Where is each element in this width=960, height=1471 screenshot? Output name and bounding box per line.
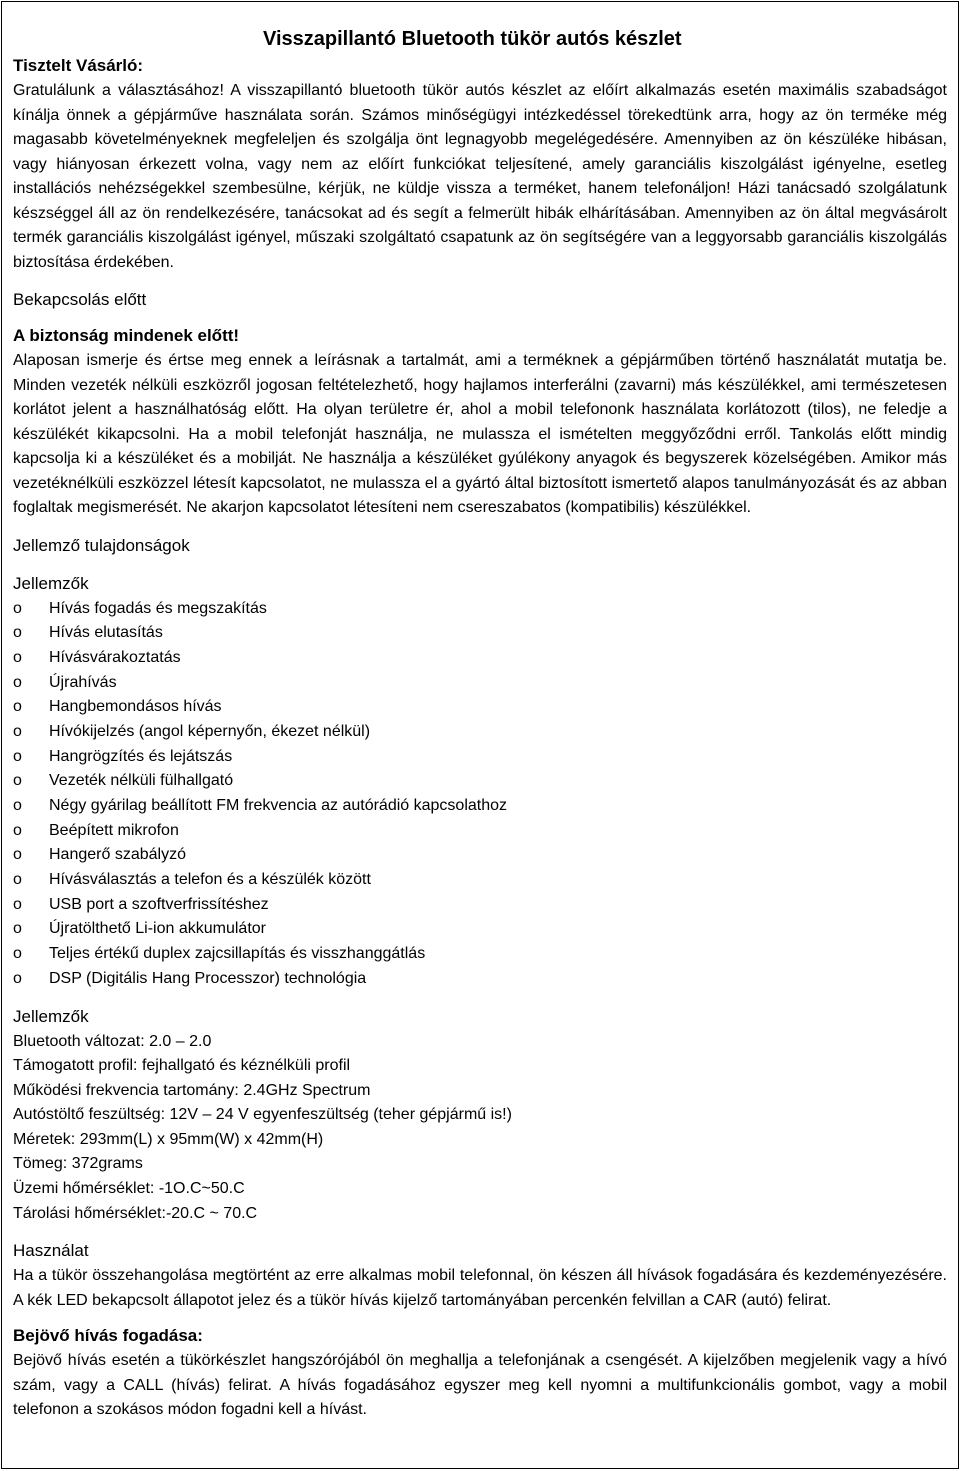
feature-text: Hangrögzítés és lejátszás [49, 747, 233, 765]
feature-item [13, 843, 947, 868]
greeting: Tisztelt Vásárló: [13, 56, 144, 75]
bullet-marker: o [13, 772, 22, 790]
bullet-marker: o [13, 797, 22, 814]
bullet-marker: o [13, 895, 22, 913]
spec-line: Tömeg: 372grams [13, 1155, 143, 1173]
feature-text: Beépített mikrofon [49, 821, 179, 839]
feature-text: Hívásválasztás a telefon és a készülék között [49, 871, 371, 889]
feature-text: Hívás elutasítás [49, 624, 163, 642]
feature-text: Hívás fogadás és megszakítás [49, 599, 267, 617]
spec-line: Tárolási hőmérséklet:-20.C ~ 70.C [13, 1204, 258, 1222]
bullet-marker: o [13, 698, 22, 716]
bullet-marker: o [13, 722, 22, 740]
features-list-heading: Jellemzők [13, 573, 89, 593]
feature-text: Négy gyárilag beállított FM frekvencia az autórádió kapcsolathoz [49, 797, 508, 814]
document-page [1, 1, 959, 1469]
features-heading: Jellemző tulajdonságok [13, 535, 190, 555]
intro-paragraph: Gratulálunk a választásához! A visszapillantó bluetooth tükör autós készlet az előírt alkalmazás esetén maximális szabadságot kínálja önnek a gépjárműve használata során. Számos minőségügyi intézkedéssel törekedtünk arra, hogy az ön terméke még magasabb követelményeknek megfeleljen és szolgálja önt legnagyobb megelégedésére. Amennyiben az ön készüléke hibásan, vagy hiányosan érkezett volna, vagy nem az előírt funkciókat teljesítené, amely garanciális kiszolgálást igényelne, esetleg installációs nehézségekkel szembesülne, kérjük, ne küldje vissza a terméket, hanem telefonáljon! Házi tanácsadó szolgálatunk készséggel áll az ön rendelkezésére, tanácsokat ad és segít a felmerült hibák elhárításában. Amennyiben az ön által megvásárolt termék garanciális kiszolgálást igényel, műszaki szolgáltató csapatunk az ön segítségére van a leggyorsabb garanciális kiszolgálás biztosítása érdekében. [13, 82, 947, 271]
feature-item [13, 819, 947, 844]
bullet-marker: o [13, 945, 22, 963]
bullet-marker: o [13, 747, 22, 765]
feature-item [13, 942, 947, 967]
usage-heading: Használat [13, 1241, 89, 1261]
feature-item [13, 967, 947, 992]
bullet-marker: o [13, 871, 22, 889]
feature-item [13, 794, 947, 819]
feature-text: Újrahívás [49, 673, 117, 691]
feature-item [13, 671, 947, 696]
bullet-marker: o [13, 846, 22, 864]
bullet-marker: o [13, 920, 22, 938]
feature-text: Hívásvárakoztatás [49, 648, 181, 666]
feature-item [13, 868, 947, 893]
bullet-marker: o [13, 599, 22, 617]
spec-line: Bluetooth változat: 2.0 – 2.0 [13, 1032, 212, 1050]
feature-item [13, 893, 947, 918]
bullet-marker: o [13, 821, 22, 839]
feature-item [13, 621, 947, 646]
feature-text: Újratölthető Li-ion akkumulátor [49, 920, 266, 938]
features-list [13, 597, 947, 992]
feature-text: Hangerő szabályzó [49, 846, 186, 864]
spec-line: Üzemi hőmérséklet: -1O.C~50.C [13, 1180, 245, 1198]
bullet-marker: o [13, 648, 22, 666]
feature-text: Vezeték nélküli fülhallgató [49, 772, 234, 790]
specs-heading: Jellemzők [13, 1006, 89, 1026]
feature-text: Hangbemondásos hívás [49, 698, 222, 716]
feature-item [13, 597, 947, 622]
spec-line: Működési frekvencia tartomány: 2.4GHz Spectrum [13, 1081, 371, 1099]
feature-text: USB port a szoftverfrissítéshez [49, 895, 269, 913]
bullet-marker: o [13, 673, 22, 691]
feature-text: Hívókijelzés (angol képernyőn, ékezet nélkül) [49, 722, 371, 740]
usage-paragraph: Ha a tükör összehangolása megtörtént az erre alkalmas mobil telefonnal, ön készen áll hívások fogadására és kezdeményezésére. A kék LED bekapcsolt állapotot jelez és a tükör hívás kijelző tartományában percenkén felvillan a CAR (autó) felirat. [13, 1267, 947, 1309]
spec-line: Méretek: 293mm(L) x 95mm(W) x 42mm(H) [13, 1130, 324, 1148]
safety-paragraph: Alaposan ismerje és értse meg ennek a leírásnak a tartalmát, ami a terméknek a gépjárműben történő használatát mutatja be. Minden vezeték nélküli eszközről jogosan feltételezhető, hogy hajlamos interferálni (zavarni) más készülékkel, ami természetesen korlátot jelent a használhatóság előtt. Ha olyan területre ér, ahol a mobil telefononk használata korlátozott (tilos), ne feledje a készülékét kikapcsolni. Ha a mobil telefonját használja, ne mulassza el ismételten meggyőződni erről. Tankolás előtt mindig kapcsolja ki a készüléket és a mobilját. Ne használja a készüléket gyúlékony anyagok és begyszerek közelségében. Amikor más vezetéknélküli eszközzel létesít kapcsolatot, ne mulassza el a gyártó által biztosított ismertető alapos tanulmányozását és az abban foglaltak megismerését. Ne akarjon kapcsolatot létesíteni nem csereszabatos (kompatibilis) készülékkel. [13, 352, 947, 516]
feature-text: Teljes értékű duplex zajcsillapítás és visszhanggátlás [49, 945, 426, 963]
feature-item [13, 646, 947, 671]
bullet-marker: o [13, 969, 22, 987]
bullet-marker: o [13, 624, 22, 642]
spec-line: Támogatott profil: fejhallgató és kéznélküli profil [13, 1057, 351, 1075]
specs-list [13, 1030, 947, 1227]
document-title: Visszapillantó Bluetooth tükör autós készlet [263, 28, 682, 50]
feature-item [13, 720, 947, 745]
incoming-call-paragraph: Bejövő hívás esetén a tükörkészlet hangszórójából ön meghallja a telefonjának a csengését. A kijelzőben megjelenik vagy a hívó szám, vagy a CALL (hívás) felirat. A hívás fogadásához egyszer meg kell nyomni a multifunkcionális gombot, vagy a mobil telefonon a szokásos módon fogadni kell a hívást. [13, 1352, 947, 1419]
before-on-heading: Bekapcsolás előtt [13, 290, 147, 309]
safety-subheading: A biztonság mindenek előtt! [13, 326, 240, 345]
feature-item [13, 695, 947, 720]
feature-text: DSP (Digitális Hang Processzor) technológia [49, 969, 367, 987]
incoming-call-heading: Bejövő hívás fogadása: [13, 1326, 203, 1346]
feature-item [13, 917, 947, 942]
feature-item [13, 745, 947, 770]
feature-item [13, 769, 947, 794]
spec-line: Autóstöltő feszültség: 12V – 24 V egyenfeszültség (teher gépjármű is!) [13, 1106, 512, 1124]
